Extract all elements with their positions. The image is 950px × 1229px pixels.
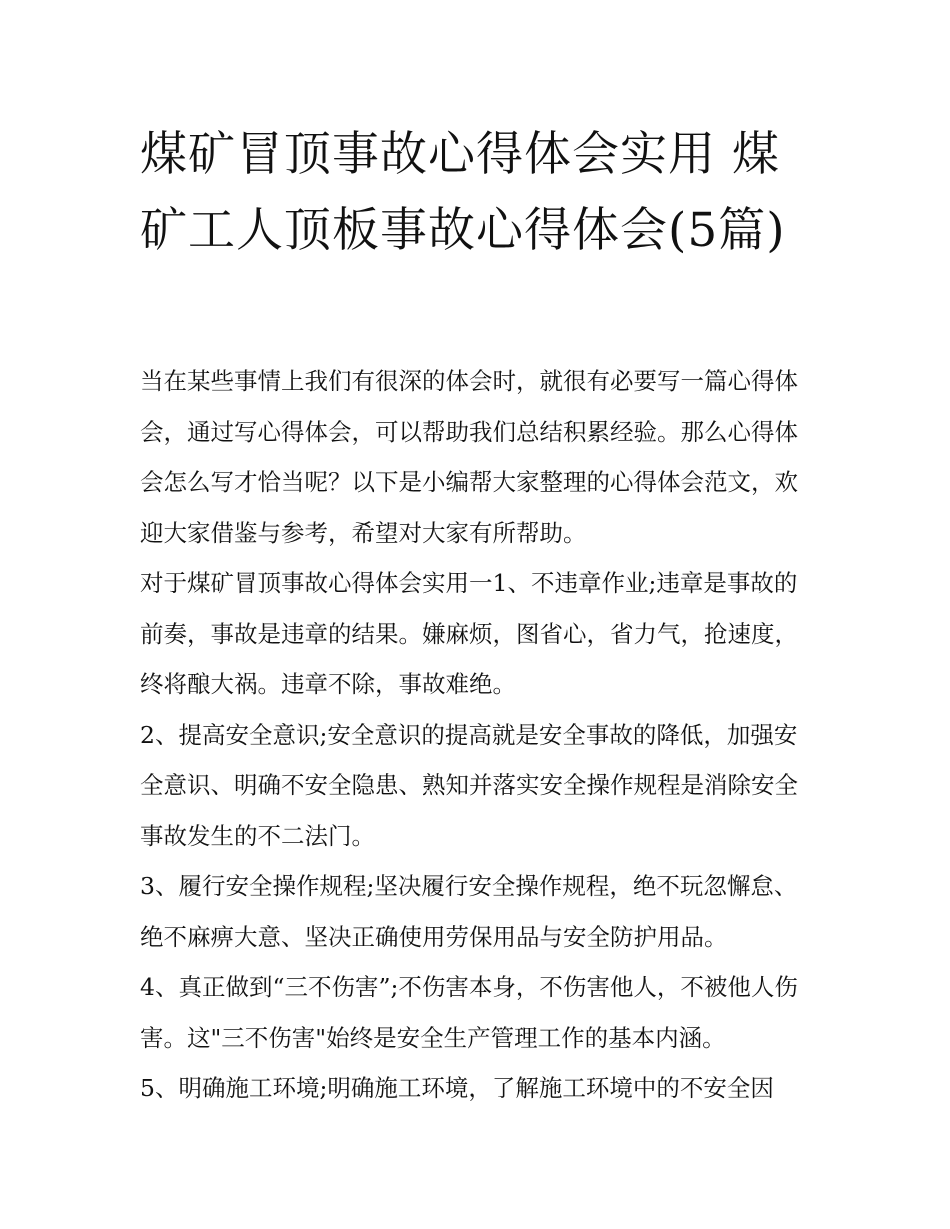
paragraph-item-4: 4、真正做到“三不伤害”;不伤害本身，不伤害他人，不被他人伤害。这"三不伤害"始终是安全生产管理工作的基本内涵。 — [140, 973, 798, 1052]
paragraph-item-5: 5、明确施工环境;明确施工环境，了解施工环境中的不安全因 — [140, 1074, 774, 1102]
document-body — [140, 356, 816, 1114]
paragraph-item-1: 对于煤矿冒顶事故心得体会实用一1、不违章作业;违章是事故的前奏，事故是违章的结果。嫌麻烦，图省心，省力气，抢速度，终将酿大祸。违章不除，事故难绝。 — [140, 569, 798, 698]
paragraph-item-2: 2、提高安全意识;安全意识的提高就是安全事故的降低，加强安全意识、明确不安全隐患、熟知并落实安全操作规程是消除安全事故发生的不二法门。 — [140, 720, 798, 850]
document-title: 煤矿冒顶事故心得体会实用 煤矿工人顶板事故心得体会(5篇) — [140, 127, 786, 258]
paragraph-intro: 当在某些事情上我们有很深的体会时，就很有必要写一篇心得体会，通过写心得体会，可以帮助我们总结积累经验。那么心得体会怎么写才恰当呢？以下是小编帮大家整理的心得体会范文，欢迎大家借鉴与参考，希望对大家有所帮助。 — [140, 367, 798, 547]
paragraph-item-3: 3、履行安全操作规程;坚决履行安全操作规程，绝不玩忽懈怠、绝不麻痹大意、坚决正确使用劳保用品与安全防护用品。 — [140, 872, 798, 951]
